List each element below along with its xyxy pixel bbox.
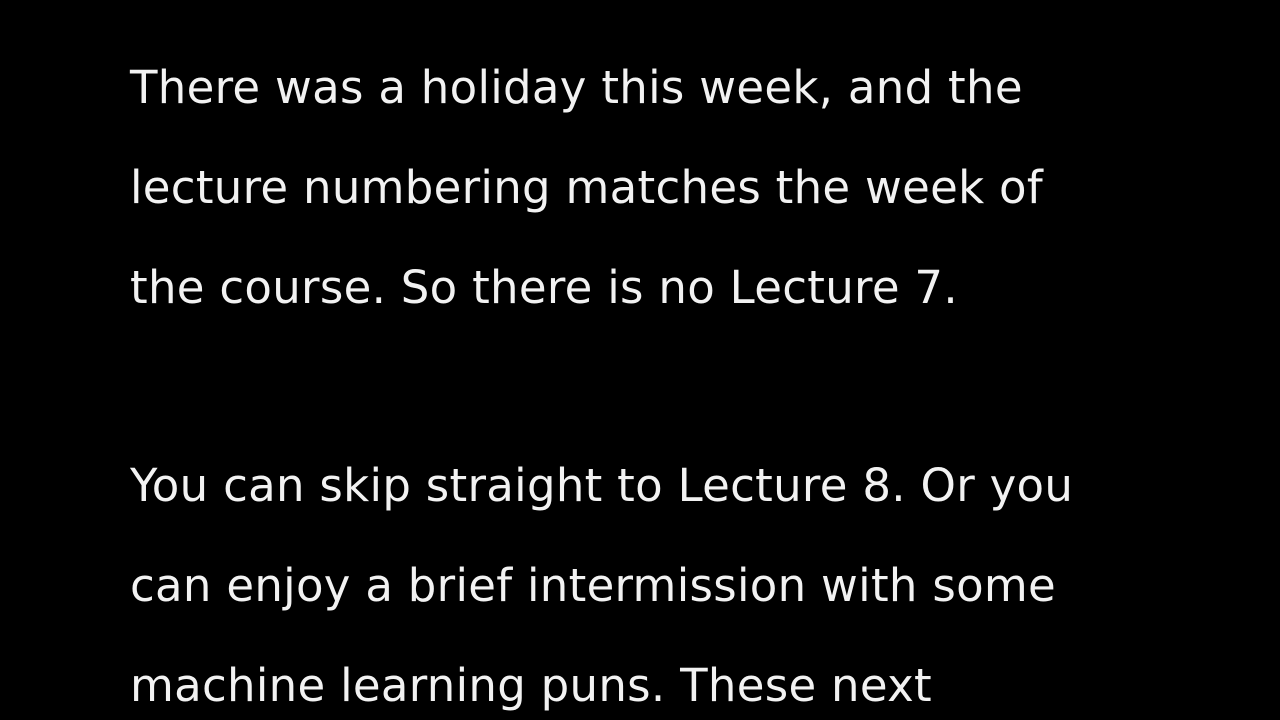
- text-line: There was a holiday this week, and the: [130, 61, 1023, 114]
- text-line: You can skip straight to Lecture 8. Or you: [130, 459, 1074, 512]
- text-line: can enjoy a brief intermission with some: [130, 559, 1057, 612]
- text-line: machine learning puns. These next: [130, 659, 932, 712]
- text-line: lecture numbering matches the week of: [130, 161, 1044, 214]
- text-line: the course. So there is no Lecture 7.: [130, 261, 958, 314]
